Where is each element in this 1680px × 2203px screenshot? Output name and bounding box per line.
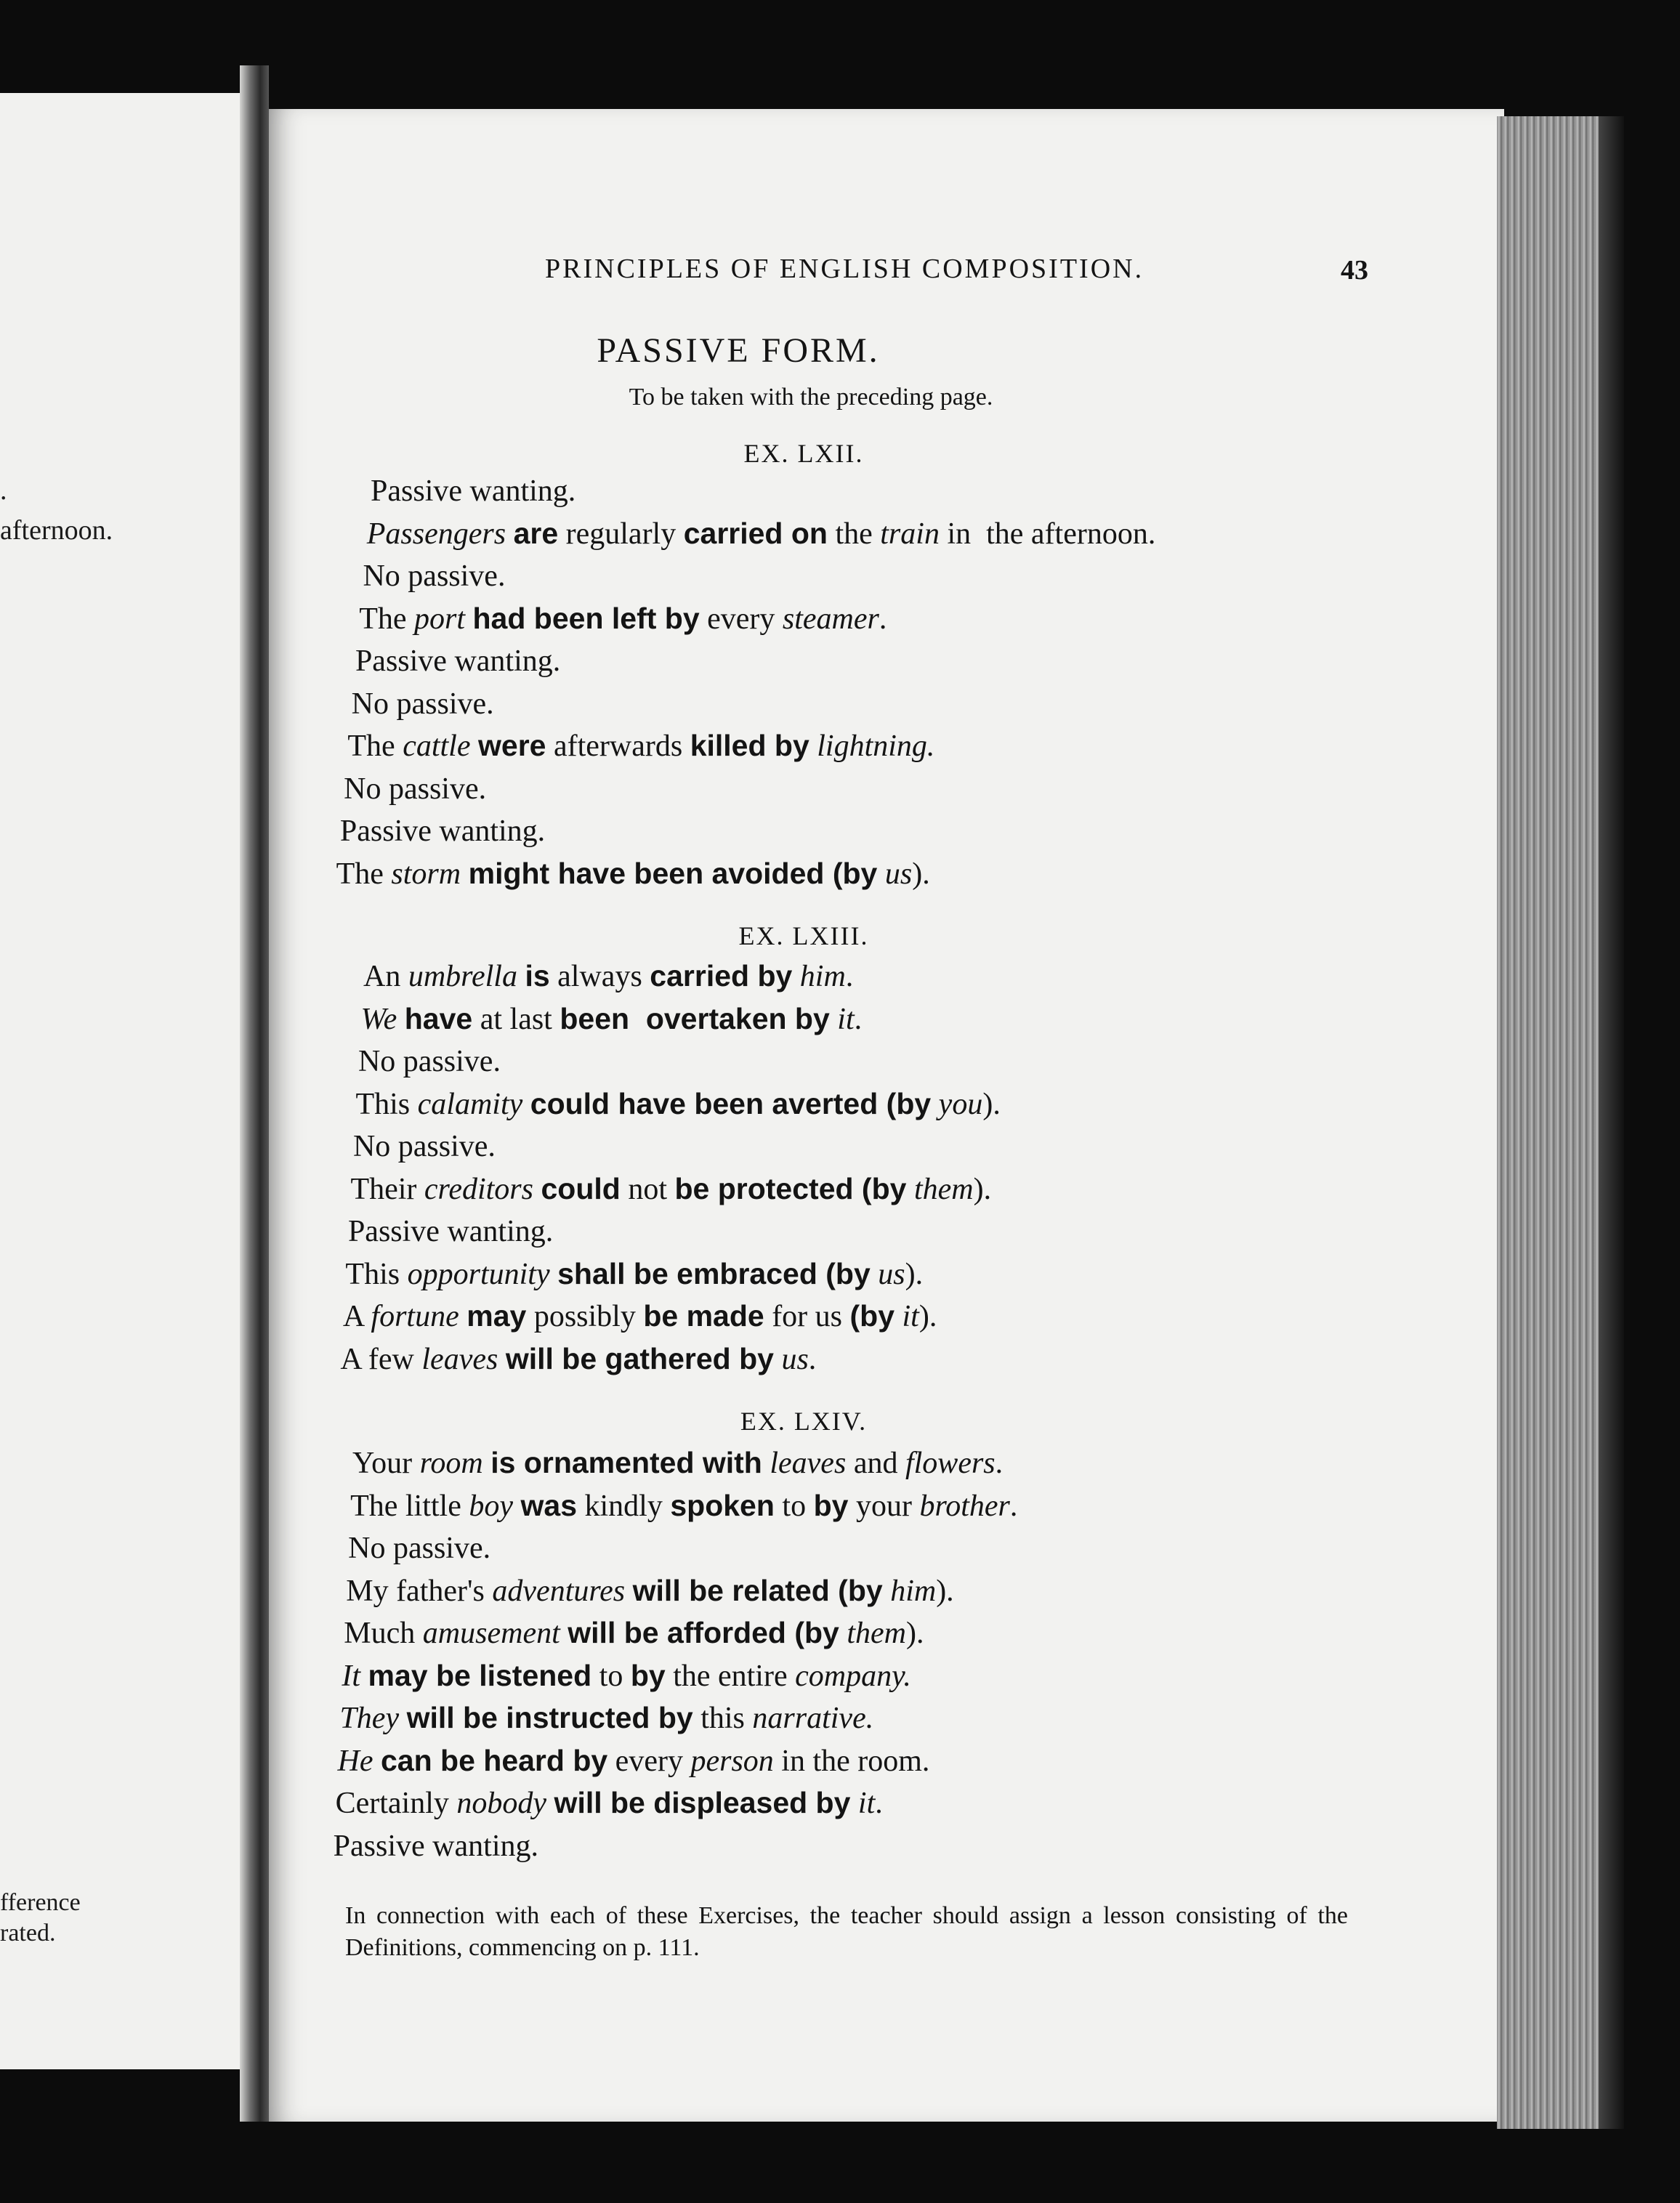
noun-term: them xyxy=(847,1617,907,1650)
verb-phrase: carried by xyxy=(650,959,793,993)
plain-text xyxy=(533,1173,541,1206)
plain-text: ). xyxy=(912,857,930,891)
footnote: In connection with each of these Exercises, the teacher should assign a lesson consisting of the Definitions, commencing on p. 111. xyxy=(345,1902,1348,1961)
plain-text: every xyxy=(607,1744,691,1778)
plain-text xyxy=(461,857,469,891)
page-title: PASSIVE FORM. xyxy=(597,331,880,370)
exercise-line xyxy=(352,687,494,721)
noun-term: them xyxy=(913,1172,974,1206)
noun-term: steamer xyxy=(782,602,879,636)
plain-text: always xyxy=(549,960,650,993)
exercise-line xyxy=(340,1342,816,1377)
exercise-heading: EX. LXIII. xyxy=(738,921,869,950)
exercise-line xyxy=(352,1446,1003,1481)
page-number: 43 xyxy=(1341,255,1368,286)
plain-text: This xyxy=(345,1257,408,1291)
exercise-line xyxy=(355,644,560,679)
plain-text xyxy=(498,1343,506,1376)
plain-text: The xyxy=(359,602,414,636)
page-subtitle: To be taken with the preceding page. xyxy=(629,384,993,411)
noun-term: him xyxy=(799,960,846,993)
noun-term: They xyxy=(339,1702,400,1735)
noun-term: room xyxy=(419,1447,483,1480)
exercise-heading: EX. LXIV. xyxy=(740,1407,868,1436)
plain-text: your xyxy=(848,1489,920,1523)
plain-text xyxy=(513,1489,521,1523)
plain-text xyxy=(483,1447,491,1480)
plain-text: . xyxy=(845,960,854,993)
plain-text: this xyxy=(692,1702,753,1735)
plain-text xyxy=(906,1173,914,1206)
verb-phrase: be protected (by xyxy=(674,1171,907,1205)
noun-term: creditors xyxy=(424,1172,533,1206)
plain-text: The xyxy=(347,729,403,763)
plain-text xyxy=(850,1787,858,1820)
verb-phrase: have xyxy=(404,1001,473,1035)
plain-text: ). xyxy=(973,1172,992,1206)
verb-phrase: had been left by xyxy=(472,601,700,635)
plain-text: No passive. xyxy=(363,559,506,593)
plain-text: A xyxy=(342,1300,371,1333)
plain-text: My father's xyxy=(346,1574,493,1608)
plain-text xyxy=(774,1343,782,1376)
noun-term: him xyxy=(890,1574,937,1608)
noun-term: us xyxy=(878,1257,905,1291)
plain-text: for us xyxy=(764,1300,850,1333)
noun-term: lightning. xyxy=(817,729,935,763)
plain-text xyxy=(546,1787,554,1820)
verb-phrase: been overtaken by xyxy=(560,1001,830,1035)
verb-phrase: will be instructed by xyxy=(406,1701,693,1734)
plain-text xyxy=(506,517,514,551)
verb-phrase: by xyxy=(630,1658,666,1692)
plain-text: Your xyxy=(352,1447,420,1480)
plain-text xyxy=(762,1447,770,1480)
exercise-line xyxy=(367,517,1156,551)
book-gutter xyxy=(240,65,269,2122)
plain-text: No passive. xyxy=(344,772,487,806)
plain-text: ). xyxy=(918,1300,937,1333)
plain-text xyxy=(465,602,473,636)
verb-phrase: could xyxy=(541,1171,621,1205)
plain-text xyxy=(373,1745,381,1778)
plain-text: No passive. xyxy=(352,1130,496,1163)
plain-text: ). xyxy=(905,1257,924,1291)
plain-text: ). xyxy=(936,1574,954,1608)
noun-term: flowers xyxy=(905,1447,996,1480)
plain-text: This xyxy=(355,1087,418,1121)
plain-text: not xyxy=(620,1172,675,1206)
plain-text: every xyxy=(699,602,783,636)
plain-text xyxy=(839,1617,847,1650)
plain-text xyxy=(397,1003,405,1036)
plain-text: to xyxy=(774,1489,814,1523)
plain-text xyxy=(883,1575,891,1608)
exercise-line xyxy=(339,1701,873,1736)
plain-text: . xyxy=(995,1447,1003,1480)
noun-term: Passengers xyxy=(366,517,506,551)
verb-phrase: (by xyxy=(849,1299,895,1333)
plain-text: and xyxy=(846,1447,905,1480)
plain-text xyxy=(877,857,885,891)
exercise-line xyxy=(345,1257,923,1292)
plain-text: the entire xyxy=(665,1659,796,1693)
running-header: PRINCIPLES OF ENGLISH COMPOSITION. xyxy=(545,254,1144,284)
verb-phrase: can be heard by xyxy=(381,1743,608,1777)
plain-text xyxy=(399,1702,407,1735)
plain-text xyxy=(871,1258,879,1291)
noun-term: port xyxy=(414,602,466,636)
plain-text: in the room. xyxy=(773,1744,930,1778)
plain-text: Much xyxy=(344,1617,423,1650)
page-edges-shadow xyxy=(1599,116,1624,2129)
plain-text: No passive. xyxy=(351,687,494,721)
noun-term: It xyxy=(342,1659,361,1693)
plain-text xyxy=(830,1003,838,1036)
noun-term: boy xyxy=(469,1489,514,1523)
plain-text xyxy=(560,1617,568,1650)
verb-phrase: spoken xyxy=(670,1488,775,1522)
exercise-line xyxy=(348,1531,490,1566)
verb-phrase: may xyxy=(467,1299,527,1333)
exercise-line xyxy=(363,959,853,994)
noun-term: storm xyxy=(391,857,461,891)
plain-text: in the afternoon. xyxy=(939,517,1156,551)
plain-text: Certainly xyxy=(335,1787,457,1820)
plain-text xyxy=(360,1660,368,1693)
exercise-line xyxy=(334,1829,538,1864)
noun-term: adventures xyxy=(492,1574,626,1608)
noun-term: leaves xyxy=(770,1447,847,1480)
plain-text: ). xyxy=(982,1087,1001,1121)
noun-term: narrative. xyxy=(752,1702,874,1735)
exercise-line xyxy=(346,1574,953,1609)
noun-term: it xyxy=(857,1787,876,1820)
plain-text: at last xyxy=(472,1002,560,1036)
verb-phrase: were xyxy=(478,729,546,762)
noun-term: opportunity xyxy=(407,1257,550,1291)
exercise-line xyxy=(344,772,486,807)
plain-text: The xyxy=(336,857,392,891)
noun-term: amusement xyxy=(422,1617,560,1650)
plain-text xyxy=(471,729,479,763)
noun-term: it xyxy=(837,1002,855,1036)
exercise-line xyxy=(340,814,545,849)
plain-text: kindly xyxy=(577,1489,671,1523)
plain-text: regularly xyxy=(558,517,684,551)
plain-text: No passive. xyxy=(358,1045,501,1078)
plain-text: No passive. xyxy=(348,1532,491,1565)
exercise-line xyxy=(350,1489,1017,1524)
facing-page-fragment: fference xyxy=(0,1889,81,1916)
plain-text xyxy=(522,1088,530,1121)
verb-phrase: may be listened xyxy=(368,1658,592,1692)
noun-term: calamity xyxy=(417,1087,523,1121)
exercise-line xyxy=(348,1214,553,1249)
plain-text: ). xyxy=(906,1617,924,1650)
exercise-line xyxy=(342,1659,911,1694)
verb-phrase: was xyxy=(520,1488,578,1522)
plain-text: to xyxy=(591,1659,631,1693)
plain-text xyxy=(931,1088,939,1121)
plain-text: . xyxy=(1009,1489,1018,1523)
verb-phrase: will be displeased by xyxy=(554,1786,851,1819)
plain-text: Passive wanting. xyxy=(355,644,561,678)
plain-text xyxy=(809,729,817,763)
verb-phrase: will be gathered by xyxy=(505,1341,774,1375)
noun-term: umbrella xyxy=(408,960,517,993)
verb-phrase: carried on xyxy=(683,516,828,550)
verb-phrase: could have been averted (by xyxy=(530,1086,932,1120)
noun-term: brother xyxy=(919,1489,1010,1523)
verb-phrase: is xyxy=(525,959,550,993)
noun-term: person xyxy=(690,1744,774,1778)
plain-text: Passive wanting. xyxy=(333,1829,538,1863)
exercise-line xyxy=(338,1744,930,1779)
noun-term: He xyxy=(337,1744,373,1778)
noun-term: leaves xyxy=(421,1342,498,1376)
plain-text: Their xyxy=(350,1172,424,1206)
noun-term: you xyxy=(938,1087,983,1121)
plain-text: the xyxy=(827,517,881,551)
noun-term: it xyxy=(902,1300,919,1333)
plain-text xyxy=(459,1300,467,1333)
noun-term: us xyxy=(781,1342,809,1376)
exercise-line xyxy=(358,1044,501,1079)
plain-text: . xyxy=(808,1342,817,1376)
plain-text: afterwards xyxy=(546,729,690,763)
verb-phrase: killed by xyxy=(690,729,809,762)
exercise-line xyxy=(360,1002,862,1037)
noun-term: fortune xyxy=(371,1300,459,1333)
exercise-line xyxy=(363,559,505,594)
exercise-line xyxy=(347,729,934,764)
noun-term: us xyxy=(884,857,913,891)
verb-phrase: might have been avoided (by xyxy=(468,856,878,890)
plain-text xyxy=(894,1300,902,1333)
verb-phrase: will be related (by xyxy=(632,1573,883,1607)
verb-phrase: shall be embraced (by xyxy=(557,1256,871,1290)
noun-term: company. xyxy=(795,1659,911,1693)
exercise-line xyxy=(336,857,930,892)
plain-text xyxy=(792,960,800,993)
exercise-line xyxy=(371,474,576,509)
facing-page-fragment: rated. xyxy=(0,1920,56,1947)
verb-phrase: is ornamented with xyxy=(490,1446,762,1479)
plain-text xyxy=(625,1575,633,1608)
plain-text: . xyxy=(854,1002,863,1036)
plain-text: Passive wanting. xyxy=(371,474,576,508)
plain-text: Passive wanting. xyxy=(347,1215,554,1248)
plain-text xyxy=(517,960,525,993)
facing-page-fragment: afternoon. xyxy=(0,515,113,546)
exercise-line xyxy=(344,1616,924,1651)
plain-text: . xyxy=(875,1787,883,1820)
exercise-line xyxy=(355,1087,1000,1122)
verb-phrase: be made xyxy=(643,1299,764,1333)
verb-phrase: are xyxy=(513,516,559,550)
page-edges xyxy=(1497,116,1613,2129)
plain-text: Passive wanting. xyxy=(339,814,546,848)
plain-text: The little xyxy=(350,1489,469,1523)
plain-text: . xyxy=(879,602,887,636)
verb-phrase: by xyxy=(813,1488,849,1522)
exercise-line xyxy=(350,1172,991,1207)
plain-text: possibly xyxy=(526,1300,644,1333)
exercise-line xyxy=(359,602,887,636)
plain-text: An xyxy=(363,960,408,993)
noun-term: train xyxy=(880,517,940,551)
noun-term: cattle xyxy=(403,729,471,763)
facing-page-fragment: . xyxy=(0,475,7,506)
plain-text xyxy=(550,1258,558,1291)
exercise-heading: EX. LXII. xyxy=(743,439,864,468)
verb-phrase: will be afforded (by xyxy=(568,1616,839,1649)
noun-term: We xyxy=(360,1002,397,1036)
exercise-line xyxy=(336,1786,883,1821)
exercise-line xyxy=(343,1299,937,1334)
exercise-line xyxy=(353,1129,496,1164)
plain-text: A few xyxy=(340,1342,422,1376)
noun-term: nobody xyxy=(456,1787,547,1820)
